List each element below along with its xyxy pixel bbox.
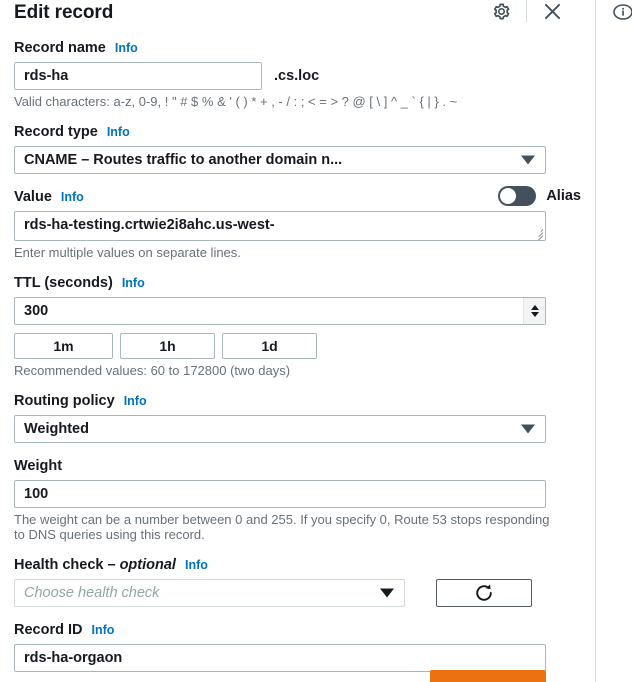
value-help-text: Enter multiple values on separate lines. (14, 245, 241, 260)
routing-policy-label-row (14, 393, 581, 409)
weight-help-text: The weight can be a number between 0 and 255. If you specify 0, Route 53 stops responding to DNS queries using this record. (14, 512, 550, 542)
value-textarea[interactable] (14, 211, 546, 241)
record-name-help-text: Valid characters: a-z, 0-9, ! " # $ % & ' ( ) * + , - / : ; < = > ? @ [ \ ] ^ _ ` { | } . ~ (14, 94, 458, 109)
close-icon (542, 1, 563, 22)
record-name-label: Record name (14, 40, 106, 56)
routing-policy-field (14, 393, 581, 443)
routing-policy-info-link[interactable]: Info (123, 394, 147, 408)
record-id-info-link[interactable]: Info (91, 623, 115, 637)
record-name-info-link[interactable]: Info (114, 41, 138, 55)
routing-policy-label: Routing policy (14, 393, 115, 409)
health-check-label: Health check – optional (14, 557, 176, 573)
record-type-field (14, 124, 581, 174)
chevron-down-icon (521, 156, 535, 165)
chevron-down-icon (521, 425, 535, 434)
ttl-preset-1h-button[interactable]: 1h (120, 333, 215, 359)
stepper-down-icon[interactable] (531, 312, 539, 317)
refresh-icon (473, 582, 495, 604)
health-check-field (14, 557, 581, 607)
routing-policy-selected-value: Weighted (24, 421, 89, 437)
value-label: Value (14, 189, 52, 205)
record-id-input[interactable]: rds-ha-orgaon (14, 644, 546, 672)
ttl-info-link[interactable]: Info (121, 276, 145, 290)
health-check-row (14, 579, 581, 607)
record-name-domain-suffix: .cs.loc (274, 68, 320, 84)
alias-toggle-knob (500, 188, 516, 204)
ttl-input[interactable]: 300 (14, 297, 546, 325)
ttl-label-row (14, 275, 581, 291)
weight-input[interactable]: 100 (14, 480, 546, 508)
record-name-field (14, 40, 581, 109)
record-type-select[interactable] (14, 146, 546, 174)
header-divider (526, 0, 527, 22)
record-id-label: Record ID (14, 622, 83, 638)
ttl-preset-1m-button[interactable]: 1m (14, 333, 113, 359)
value-field (14, 189, 581, 260)
close-button[interactable] (537, 0, 567, 24)
ttl-stepper[interactable] (523, 298, 545, 324)
panel-header (14, 0, 581, 26)
health-check-optional-text: optional (119, 557, 176, 573)
ttl-label: TTL (seconds) (14, 275, 113, 291)
health-check-label-row (14, 557, 581, 573)
health-check-select[interactable] (14, 579, 405, 607)
resize-handle-icon[interactable] (533, 228, 543, 238)
chevron-down-icon (380, 589, 394, 598)
right-pane (596, 0, 635, 682)
info-circle-icon (610, 4, 632, 20)
ttl-field (14, 275, 581, 378)
record-name-input-row (14, 62, 581, 90)
header-actions (486, 0, 567, 24)
record-id-label-row (14, 622, 581, 638)
record-type-label-row (14, 124, 581, 140)
weight-label: Weight (14, 458, 63, 474)
record-type-label: Record type (14, 124, 98, 140)
health-check-refresh-button[interactable] (436, 579, 532, 607)
record-name-input[interactable]: rds-ha (14, 62, 262, 90)
ttl-preset-1d-button[interactable]: 1d (222, 333, 317, 359)
ttl-help-text: Recommended values: 60 to 172800 (two days) (14, 363, 291, 378)
gear-icon (492, 2, 511, 21)
health-check-info-link[interactable]: Info (184, 558, 208, 572)
health-check-placeholder: Choose health check (24, 585, 160, 601)
value-textarea-text: rds-ha-testing.crtwie2i8ahc.us-west- (24, 217, 275, 233)
alias-label: Alias (546, 188, 581, 204)
record-type-info-link[interactable]: Info (106, 125, 130, 139)
record-id-field (14, 622, 581, 672)
alias-control (498, 186, 581, 206)
value-label-row (14, 189, 581, 205)
record-type-selected-value: CNAME – Routes traffic to another domain n... (24, 152, 343, 168)
alias-toggle[interactable] (498, 186, 536, 206)
ttl-quick-buttons (14, 333, 581, 359)
save-button[interactable] (430, 670, 546, 682)
weight-field (14, 458, 581, 542)
value-info-link[interactable]: Info (60, 190, 84, 204)
right-pane-info-button[interactable] (610, 4, 632, 20)
page-title: Edit record (14, 2, 114, 23)
weight-label-row (14, 458, 581, 474)
stepper-up-icon[interactable] (531, 305, 539, 310)
routing-policy-select[interactable] (14, 415, 546, 443)
settings-button[interactable] (486, 0, 516, 24)
record-name-label-row (14, 40, 581, 56)
ttl-input-wrapper (14, 297, 546, 325)
